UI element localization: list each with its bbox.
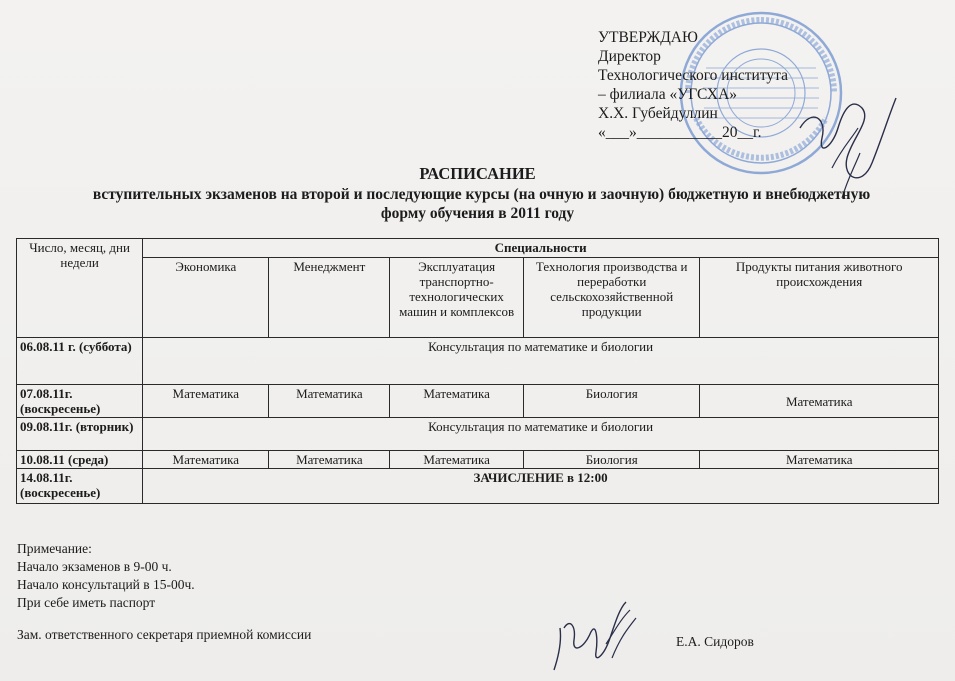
date-cell: 09.08.11г. (вторник) [17,418,143,451]
specialties-header: Специальности [143,239,939,258]
table-cell: Биология [523,451,699,469]
table-cell: Математика [143,385,269,418]
approval-line: Х.Х. Губейдуллин [598,105,718,122]
approval-block [598,28,788,142]
merged-cell: Консультация по математике и биологии [143,338,939,385]
column-header: Технология производства и переработки сельскохозяйственной продукции [523,258,699,338]
date-cell: 14.08.11г. (воскресенье) [17,469,143,504]
table-row [17,338,939,385]
note-line: При себе иметь паспорт [17,595,156,610]
table-row [17,385,939,418]
subtitle-line: вступительных экзаменов на второй и последующие курсы (на очную и заочную) бюджетную и внебюджетную [92,186,871,203]
date-header: Число, месяц, дни недели [17,239,143,338]
note-line: Начало экзаменов в 9-00 ч. [17,559,172,574]
footer-position: Зам. ответственного секретаря приемной комиссии [17,627,312,642]
table-row [17,418,939,451]
table-cell: Математика [269,451,390,469]
signature-icon [540,598,650,678]
subtitle-line: форму обучения в 2011 году [380,205,575,222]
approval-line: Директор [598,48,661,65]
footer-name: Е.А. Сидоров [676,634,754,649]
table-row [17,451,939,469]
date-cell: 10.08.11 (среда) [17,451,143,469]
table-cell: Математика [143,451,269,469]
table-cell: Математика [700,385,939,418]
notes-block [17,540,195,612]
notes-heading: Примечание: [17,541,92,556]
approval-line: – филиала «УГСХА» [598,86,738,103]
page-title: РАСПИСАНИЕ [419,164,536,183]
table-cell: Математика [700,451,939,469]
column-header: Экономика [143,258,269,338]
note-line: Начало консультаций в 15-00ч. [17,577,195,592]
table-cell: Математика [390,451,524,469]
column-header: Продукты питания животного происхождения [700,258,939,338]
date-cell: 06.08.11 г. (суббота) [17,338,143,385]
table-row [17,469,939,504]
approval-line: УТВЕРЖДАЮ [598,29,698,46]
column-header: Эксплуатация транспортно-технологических машин и комплексов [390,258,524,338]
schedule-table [16,238,939,504]
approval-line: Технологического института [598,67,789,84]
table-cell: Биология [523,385,699,418]
merged-cell: Консультация по математике и биологии [143,418,939,451]
approval-line: «___»___________20__г. [598,124,762,141]
merged-cell: ЗАЧИСЛЕНИЕ в 12:00 [143,469,939,504]
column-header: Менеджмент [269,258,390,338]
table-cell: Математика [390,385,524,418]
date-cell: 07.08.11г. (воскресенье) [17,385,143,418]
table-cell: Математика [269,385,390,418]
